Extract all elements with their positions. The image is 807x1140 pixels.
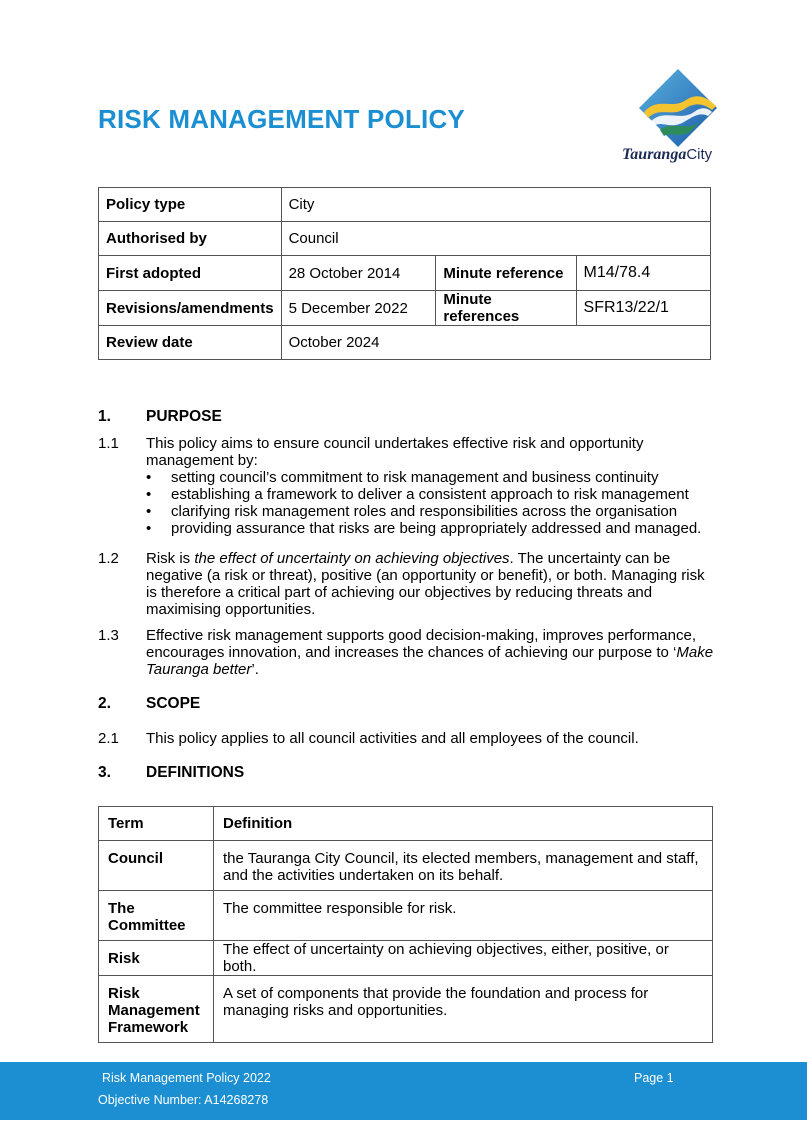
first-adopted-value: 28 October 2014 — [281, 256, 436, 291]
section-heading-scope: 2. SCOPE — [98, 695, 201, 712]
minute-references-value: SFR13/22/1 — [576, 291, 710, 326]
purpose-bullet-list — [146, 469, 718, 537]
page-footer — [0, 1062, 807, 1120]
footer-document-name: Risk Management Policy 2022 — [102, 1071, 271, 1085]
policy-info-table — [98, 187, 711, 360]
list-item: • clarifying risk management roles and responsibilities across the organisation — [146, 503, 718, 520]
list-item: • establishing a framework to deliver a consistent approach to risk management — [146, 486, 718, 503]
paragraph-1-1: 1.1 This policy aims to ensure council undertakes effective risk and opportunity management by: • setting council’s commitment to risk management and business continuity • establishing a framework to deliver a consistent approach to risk management • clarifying risk management roles and responsibilities across the organisation • providing assurance that risks are being appropriately addressed and managed. — [98, 435, 718, 537]
review-date-value: October 2024 — [281, 326, 710, 360]
authorised-by-label: Authorised by — [99, 222, 282, 256]
policy-type-label: Policy type — [99, 188, 282, 222]
definition-cell: The effect of uncertainty on achieving objectives, either, positive, or both. — [214, 941, 713, 976]
table-header-row — [99, 807, 713, 841]
table-row — [99, 891, 713, 941]
table-row — [99, 188, 711, 222]
definition-cell: A set of components that provide the foundation and process for managing risks and opportunities. — [214, 976, 713, 1043]
list-item: • setting council’s commitment to risk management and business continuity — [146, 469, 718, 486]
first-adopted-label: First adopted — [99, 256, 282, 291]
authorised-by-value: Council — [281, 222, 710, 256]
revisions-label: Revisions/amendments — [99, 291, 282, 326]
footer-page-number: Page 1 — [634, 1071, 674, 1085]
minute-reference-label: Minute reference — [436, 256, 576, 291]
logo-wordmark: TaurangaCity — [622, 146, 713, 163]
revisions-value: 5 December 2022 — [281, 291, 436, 326]
definition-cell: The committee responsible for risk. — [214, 891, 713, 941]
definitions-table — [98, 806, 713, 1043]
term-cell: The Committee — [99, 891, 214, 941]
term-cell: Risk Management Framework — [99, 976, 214, 1043]
definition-cell: the Tauranga City Council, its elected members, management and staff, and the activities undertaken on its behalf. — [214, 841, 713, 891]
policy-type-value: City — [281, 188, 710, 222]
paragraph-1-3: 1.3 Effective risk management supports good decision-making, improves performance, encourages innovation, and increases the chances of achieving our purpose to ‘Make Tauranga better’. — [98, 627, 714, 678]
table-row — [99, 326, 711, 360]
paragraph-2-1: 2.1 This policy applies to all council activities and all employees of the council. — [98, 730, 639, 747]
minute-references-label: Minute references — [436, 291, 576, 326]
column-header-definition: Definition — [214, 807, 713, 841]
table-row — [99, 291, 711, 326]
page-title: RISK MANAGEMENT POLICY — [98, 104, 465, 134]
term-cell: Council — [99, 841, 214, 891]
table-row — [99, 976, 713, 1043]
table-row — [99, 841, 713, 891]
paragraph-1-2: 1.2 Risk is the effect of uncertainty on achieving objectives. The uncertainty can be negative (a risk or threat), positive (an opportunity or benefit), or both. Managing risk is therefore a critical part of achieving our objectives by reducing threats and maximising opportunities. — [98, 550, 705, 618]
term-cell: Risk — [99, 941, 214, 976]
review-date-label: Review date — [99, 326, 282, 360]
list-item: • providing assurance that risks are being appropriately addressed and managed. — [146, 520, 718, 537]
minute-reference-value: M14/78.4 — [576, 256, 710, 291]
column-header-term: Term — [99, 807, 214, 841]
table-row — [99, 256, 711, 291]
table-row — [99, 222, 711, 256]
footer-objective-number: Objective Number: A14268278 — [98, 1093, 269, 1107]
section-heading-purpose: 1. PURPOSE — [98, 408, 222, 425]
table-row — [99, 941, 713, 976]
section-heading-definitions: 3. DEFINITIONS — [98, 764, 245, 781]
